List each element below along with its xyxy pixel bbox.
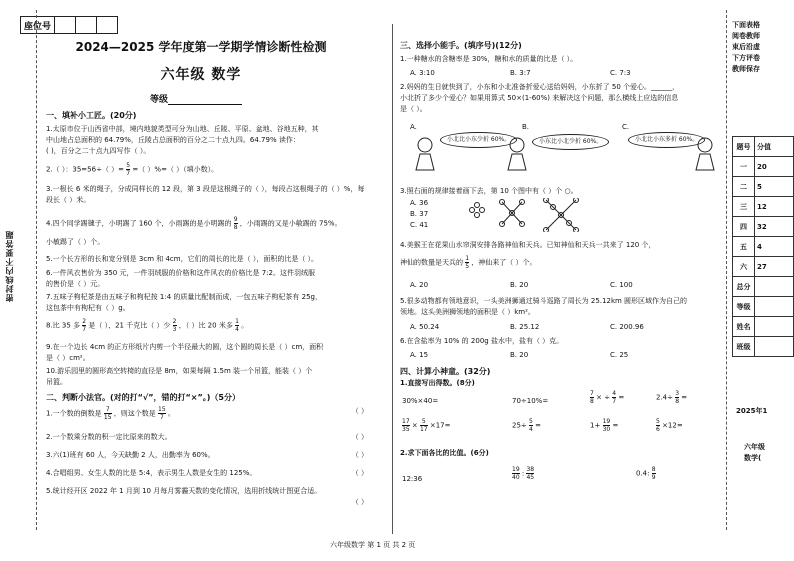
fraction: $\frac{1}{4}$ bbox=[235, 318, 239, 333]
judge-4: 4.合唱组男、女生人数的比是 5:4，表示男生人数是女生的 125%。 （ ） bbox=[46, 469, 368, 477]
calc-frac-mul-div: $\frac{7}{8}$ × ÷ $\frac{4}{7}$ = bbox=[590, 390, 625, 405]
fraction: $\frac{5}{7}$ bbox=[126, 162, 131, 177]
child-figure-icon bbox=[410, 136, 440, 172]
choice-4-options: A. 20 B. 20 C. 100 bbox=[410, 281, 633, 289]
fraction: $\frac{15}{7}$ bbox=[158, 406, 166, 421]
page-footer: 六年级数学 第 1 页 共 2 页 bbox=[330, 541, 416, 549]
question-3: 3.一根长 6 米的绳子，分成同样长的 12 段，第 3 段是这根绳子的（ ），每段占这根绳子的（ ）%，每段长（ ）米。 bbox=[46, 185, 365, 204]
choice-1-options: A. 3:10 B. 3:7 C. 7:3 bbox=[410, 69, 631, 77]
judge-5: 5.统计经开区 2022 年 1 月到 10 月每月雾霾天数的变化情况，选用折线统计图更合适。 （ ） bbox=[46, 487, 368, 506]
calc-30pct: 30%×40= bbox=[402, 397, 439, 405]
question-8: 8.比 35 多 $\frac{2}{7}$ 是（ ），21 千克比（ ）少 $\frac{2}{3}$ ，（ ）比 20 米多 $\frac{1}{4}$ 。 bbox=[46, 318, 249, 333]
seal-line bbox=[36, 10, 37, 530]
question-6: 6.一件风衣售价为 350 元，一件羽绒服的价格和这件风衣的价格比是 7:2。这件羽绒服 的售价是（ ）元。 bbox=[46, 269, 315, 288]
calc-1-title: 1.直接写出得数。(8分) bbox=[400, 379, 475, 387]
section-1-title: 一、填补小工匠。(20分) bbox=[46, 111, 137, 120]
child-figure-icon bbox=[690, 136, 720, 172]
seat-number-box bbox=[20, 16, 118, 34]
question-9: 9.在一个边长 4cm 的正方形纸片内剪一个半径最大的圆，这个圆的周长是（ ）cm，面积 是（ ）cm²。 bbox=[46, 343, 324, 362]
speech-bubble-b: 小东比小北少折 60%。 bbox=[532, 134, 609, 150]
fraction: $\frac{2}{7}$ bbox=[82, 318, 87, 333]
pattern-figures bbox=[464, 198, 594, 232]
seal-note: 密封线内不要答题 bbox=[5, 230, 14, 302]
grade-field: 等级 bbox=[150, 92, 242, 105]
calc-1plus: 1+ $\frac{19}{30}$ = bbox=[590, 418, 619, 433]
calc-25div: 25÷ $\frac{5}{4}$ = bbox=[512, 418, 541, 433]
exam-title: 2024—2025 学年度第一学期学情诊断性检测 bbox=[75, 40, 327, 54]
choice-5: 5.很多动物都有领地意识，一头美洲狮通过骑斗巡路了周长为 25.12km 圆形区域作为自己的 领地。这头美洲狮领地的面积是（ ）km²。 bbox=[400, 297, 688, 316]
question-10: 10.游乐园里的圆形高空转椅的直径是 8m，如果每隔 1.5m 装一个吊篮，能装（ ）个 吊篮。 bbox=[46, 367, 313, 386]
score-table: 题号 分值 一 20 二 5 三 12 四 32 五 4 六 27 bbox=[732, 136, 794, 277]
calc-70div: 70÷10%= bbox=[512, 397, 549, 405]
choice-6: 6.在含盐率为 10% 的 200g 盐水中，盐有（ ）克。 bbox=[400, 337, 564, 345]
fraction: $\frac{9}{8}$ bbox=[233, 216, 238, 231]
judge-1: 1.一个数的倒数是 $\frac{7}{15}$ ，则这个数是 $\frac{15}{7}$ 。 （ ） bbox=[46, 406, 368, 421]
question-4: 4.四个同学踢毽子，小明踢了 160 个，小雨踢的是小明踢的 $\frac{9}{8}$ ，小雨踢的又是小敏踢的 75%。 小敏踢了（ ）个。 bbox=[46, 216, 342, 246]
choice-2-options: A. B. C. 小北比小东少折 60%。 小东比小北少折 60%。 小北比小东多折 60%。 bbox=[400, 122, 720, 172]
info-table: 总分 等级 姓名 班级 bbox=[732, 276, 794, 357]
section-2-title: 二、判断小法官。(对的打“√”，错的打“×”。)（5分） bbox=[46, 393, 240, 402]
tear-line bbox=[726, 10, 728, 530]
column-divider bbox=[392, 24, 393, 534]
section-3-title: 三、选择小能手。(填序号)(12分) bbox=[400, 41, 522, 50]
choice-3: 3.照右面的规律接着画下去，第 10 个图中有（ ）个 ○。 bbox=[400, 187, 578, 195]
question-7: 7.五味子枸杞茶是由五味子和枸杞按 1:4 的质量比配制而成，一包五味子枸杞茶有 25g， 这包茶中有枸杞有（ ）g。 bbox=[46, 293, 322, 312]
speech-bubble-a: 小北比小东少折 60%。 bbox=[440, 132, 517, 148]
choice-5-options: A. 50.24 B. 25.12 C. 200.96 bbox=[410, 323, 644, 331]
ratio-fracs: $\frac{19}{40}$ : $\frac{38}{45}$ bbox=[512, 466, 535, 481]
ratio-12-36: 12:36 bbox=[402, 475, 423, 483]
speech-bubble-c: 小北比小东多折 60%。 bbox=[628, 132, 705, 148]
choice-4: 4.美猴王在花果山水帘洞安排各路神仙和天兵。已知神仙和天兵一共来了 120 个， 神仙的数量是天兵的 $\frac{1}{5}$ ，神仙来了（ ）个。 bbox=[400, 241, 656, 270]
sidebar-notes: 下面表格 阅卷教师 束后沿虚 下方评卷 教师保存 bbox=[732, 21, 760, 73]
seat-label: 座位号 bbox=[21, 17, 55, 34]
choice-6-options: A. 15 B. 20 C. 25 bbox=[410, 351, 629, 359]
fraction: $\frac{2}{3}$ bbox=[172, 318, 177, 333]
question-2: 2.（ ）：35=56÷（ ）= $\frac{5}{7}$ =（ ）%=（ ）（填小数）。 bbox=[46, 162, 219, 177]
question-5: 5.一个长方形的长和宽分别是 3cm 和 4cm，它们的周长的比是（ ），面积的比是（ ）。 bbox=[46, 255, 319, 263]
choice-3-options: A. 36 B. 37 C. 41 bbox=[410, 199, 429, 229]
section-4-title: 四、计算小神童。(32分) bbox=[400, 367, 491, 376]
choice-2: 2.妈妈的生日就快到了，小东和小北准备折爱心送给妈妈，小东折了 50 个爱心。______， 小北折了多少个爱心？如果用算式 50×(1-60%) 来解决这个问题，那么横线上应选的信息 是（ ）。 bbox=[400, 83, 680, 113]
judge-3: 3.六(1)班有 60 人，今天缺勤 2 人，出勤率为 60%。 （ ） bbox=[46, 451, 368, 459]
exam-subject: 六年级 数学 bbox=[160, 67, 242, 83]
fraction: $\frac{7}{15}$ bbox=[103, 406, 112, 421]
fraction: $\frac{1}{5}$ bbox=[465, 255, 470, 270]
sidebar-bottom: 六年级 数学( bbox=[744, 443, 765, 462]
child-figure-icon bbox=[502, 136, 532, 172]
ratio-0point4: 0.4: $\frac{8}{9}$ bbox=[636, 466, 656, 481]
calc-2point4: 2.4÷ $\frac{3}{8}$ = bbox=[656, 390, 688, 405]
judge-2: 2.一个数乘分数的积一定比原来的数大。 （ ） bbox=[46, 433, 368, 441]
calc-frac-17: $\frac{17}{35}$ × $\frac{5}{17}$ ×17= bbox=[402, 418, 451, 433]
calc-2-title: 2.求下面各比的比值。(6分) bbox=[400, 449, 489, 457]
question-1: 1.太原市位于山西省中部，境内地貌类型可分为山地、丘陵、平原、盆地、谷地五种，其 中山地占总面积的 64.79%，丘陵占总面积的百分之二十点九四。64.79% 读作： ( )，百分之二十点九四写作（ ）。 bbox=[46, 125, 319, 155]
sidebar-date: 2025年1 bbox=[736, 407, 768, 415]
calc-frac-12: $\frac{5}{6}$ ×12= bbox=[656, 418, 683, 433]
choice-1: 1.一种糖水的含糖率是 30%，糖和水的质量的比是（ ）。 bbox=[400, 55, 578, 63]
